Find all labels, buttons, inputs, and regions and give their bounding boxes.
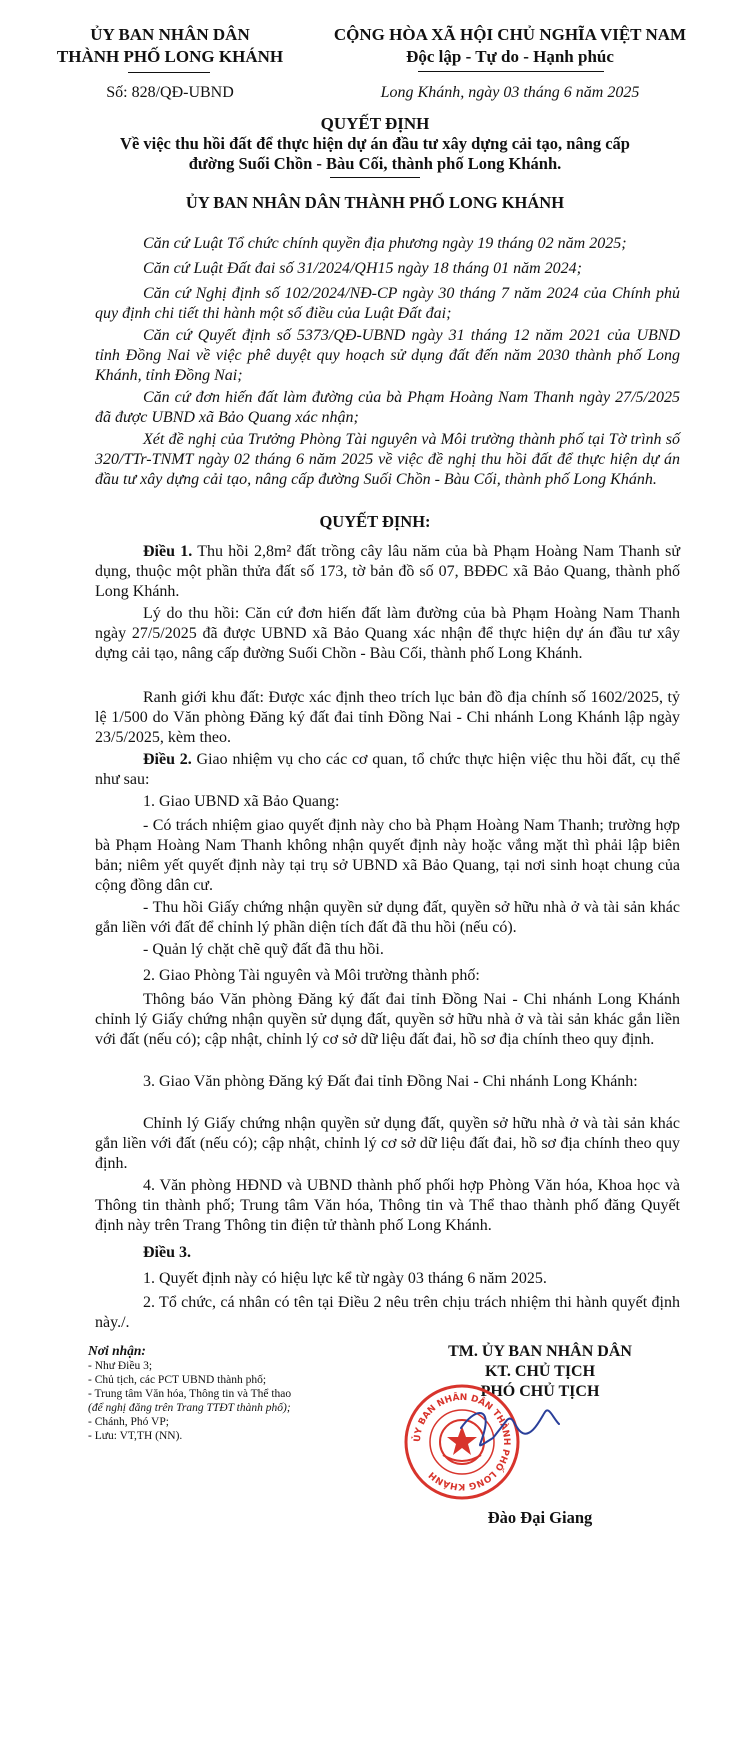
national-motto: Độc lập - Tự do - Hạnh phúc: [406, 47, 614, 66]
issuing-authority: ỦY BAN NHÂN DÂN THÀNH PHỐ LONG KHÁNH: [185, 193, 565, 212]
article-2-label: Điều 2.: [143, 751, 192, 768]
document-type-title: QUYẾT ĐỊNH: [320, 114, 430, 133]
recipients-heading: Nơi nhận:: [88, 1343, 146, 1358]
motto-underline: [418, 71, 604, 72]
article-1-text: Thu hồi 2,8m² đất trồng cây lâu năm của bà Phạm Hoàng Nam Thanh sử dụng, thuộc một phần thửa đất số 173, tờ bản đồ số 07, BĐĐC xã Bảo Quang, thành phố Long Khánh.: [95, 543, 681, 600]
article-2-intro: Giao nhiệm vụ cho các cơ quan, tổ chức thực hiện việc thu hồi đất, cụ thể như sau:: [95, 751, 681, 788]
handwritten-signature: [455, 1398, 575, 1458]
signature-line-1: TM. ỦY BAN NHÂN DÂN: [448, 1343, 632, 1360]
document-number: Số: 828/QĐ-UBND: [106, 84, 234, 101]
preamble-item-6: Xét đề nghị của Trưởng Phòng Tài nguyên và Môi trường thành phố tại Tờ trình số 320/TTr-TNMT ngày 02 tháng 6 năm 2025 về việc đề nghị thu hồi đất để thực hiện dự án đầu tư xây dựng cải tạo, nâng cấp đường Suối Chồn - Bàu Cối, thành phố Long Khánh.: [95, 431, 680, 488]
article-2-item-3-text: Chỉnh lý Giấy chứng nhận quyền sử dụng đất, quyền sở hữu nhà ở và tài sản khác gắn liền với đất (nếu có); cập nhật, chỉnh lý cơ sở dữ liệu đất đai, hồ sơ địa chính theo quy định.: [95, 1115, 680, 1172]
article-2-item-1-c: - Quản lý chặt chẽ quỹ đất đã thu hồi.: [143, 941, 384, 958]
preamble-item-4: Căn cứ Quyết định số 5373/QĐ-UBND ngày 31 tháng 12 năm 2021 của UBND tỉnh Đồng Nai về việc phê duyệt quy hoạch sử dụng đất đến năm 2030 thành phố Long Khánh, tỉnh Đồng Nai;: [95, 327, 680, 384]
article-1: [95, 542, 680, 602]
recipient-item: - Chủ tịch, các PCT UBND thành phố;: [88, 1374, 267, 1386]
issuer-underline: [128, 72, 210, 73]
preamble-item-5: Căn cứ đơn hiến đất làm đường của bà Phạm Hoàng Nam Thanh ngày 27/5/2025 đã được UBND xã Bảo Quang xác nhận;: [95, 389, 680, 426]
preamble-item-1: Căn cứ Luật Tổ chức chính quyền địa phương ngày 19 tháng 02 năm 2025;: [143, 235, 627, 252]
article-2-item-1-a: - Có trách nhiệm giao quyết định này cho bà Phạm Hoàng Nam Thanh; trường hợp bà Phạm Hoàng Nam Thanh không nhận quyết định này hoặc vắng mặt thì phải lập biên bản; niêm yết quyết định này tại trụ sở UBND xã Bảo Quang, tại nơi sinh hoạt chung của cộng đồng dân cư.: [95, 817, 680, 894]
national-motto-block: [300, 24, 720, 68]
signature-line-2: KT. CHỦ TỊCH: [484, 1363, 596, 1380]
article-2-item-1-b: - Thu hồi Giấy chứng nhận quyền sử dụng đất, quyền sở hữu nhà ở và tài sản khác gắn liền với đất để chỉnh lý phần diện tích đất đã thu hồi (nếu có).: [95, 899, 680, 936]
article-2-item-2-title: 2. Giao Phòng Tài nguyên và Môi trường thành phố:: [143, 967, 480, 984]
article-2-item-1-title: 1. Giao UBND xã Bảo Quang:: [143, 793, 340, 810]
article-2-item-3-title: 3. Giao Văn phòng Đăng ký Đất đai tỉnh Đồng Nai - Chi nhánh Long Khánh:: [143, 1073, 638, 1090]
document-subject: [60, 134, 690, 174]
preamble-item-2: Căn cứ Luật Đất đai số 31/2024/QH15 ngày 18 tháng 01 năm 2024;: [143, 260, 582, 277]
recipients-block: [88, 1342, 348, 1443]
recipient-item: - Chánh, Phó VP;: [88, 1416, 169, 1428]
article-1-label: Điều 1.: [143, 543, 193, 560]
article-2-item-2-text: Thông báo Văn phòng Đăng ký đất đai tỉnh Đồng Nai - Chi nhánh Long Khánh chỉnh lý Giấy chứng nhận quyền sử dụng đất, quyền sở hữu nhà ở và tài sản khác gắn liền với đất (nếu có); cập nhật, chỉnh lý cơ sở dữ liệu đất đai, hồ sơ địa chính theo quy định.: [95, 991, 680, 1048]
article-2-item-4: 4. Văn phòng HĐND và UBND thành phố phối hợp Phòng Văn hóa, Khoa học và Thông tin thành phố; Trung tâm Văn hóa, Thông tin và Thể thao thành phố đăng Quyết định này trên Trang Thông tin điện tử thành phố Long Khánh.: [95, 1177, 680, 1234]
seal-arc-textpath: ỦY BAN NHÂN DÂN THÀNH PHỐ LONG KHÁNH: [412, 1392, 512, 1492]
issuer-line-1: ỦY BAN NHÂN DÂN: [90, 25, 250, 44]
preamble-item-3: Căn cứ Nghị định số 102/2024/NĐ-CP ngày 30 tháng 7 năm 2024 của Chính phủ quy định chi tiết thi hành một số điều của Luật Đất đai;: [95, 285, 680, 322]
recipient-item-note: (để nghị đăng trên Trang TTĐT thành phố);: [88, 1402, 291, 1414]
article-1-boundary: Ranh giới khu đất: Được xác định theo trích lục bản đồ địa chính số 1602/2025, tỷ lệ 1/500 do Văn phòng Đăng ký đất đai tỉnh Đồng Nai - Chi nhánh Long Khánh lập ngày 23/5/2025, kèm theo.: [95, 689, 680, 746]
article-3-item-1: 1. Quyết định này có hiệu lực kể từ ngày 03 tháng 6 năm 2025.: [143, 1270, 547, 1287]
article-3-label: Điều 3.: [143, 1244, 191, 1261]
article-3-item-2: 2. Tổ chức, cá nhân có tên tại Điều 2 nêu trên chịu trách nhiệm thi hành quyết định này./.: [95, 1294, 680, 1331]
recipient-item: - Trung tâm Văn hóa, Thông tin và Thể thao: [88, 1388, 292, 1400]
recipient-item: - Như Điều 3;: [88, 1360, 153, 1372]
national-title: CỘNG HÒA XÃ HỘI CHỦ NGHĨA VIỆT NAM: [333, 25, 687, 44]
issuer-line-2: THÀNH PHỐ LONG KHÁNH: [56, 47, 284, 66]
place-date: Long Khánh, ngày 03 tháng 6 năm 2025: [380, 84, 640, 101]
recipient-item: - Lưu: VT,TH (NN).: [88, 1430, 183, 1442]
article-1-reason: Lý do thu hồi: Căn cứ đơn hiến đất làm đường của bà Phạm Hoàng Nam Thanh ngày 27/5/2025 đã được UBND xã Bảo Quang xác nhận để thực hiện dự án đầu tư xây dựng cải tạo, nâng cấp đường Suối Chồn - Bàu Cối, thành phố Long Khánh.: [95, 605, 680, 662]
subject-underline: [330, 177, 420, 178]
issuer-block: [55, 24, 285, 68]
subject-line-2: đường Suối Chồn - Bàu Cối, thành phố Long Khánh.: [188, 154, 562, 173]
article-2: [95, 750, 680, 790]
signer-name: Đào Đại Giang: [487, 1508, 593, 1527]
subject-line-1: Về việc thu hồi đất để thực hiện dự án đầu tư xây dựng cải tạo, nâng cấp: [120, 134, 630, 153]
signature-line-3: PHÓ CHỦ TỊCH: [480, 1383, 600, 1400]
decision-heading: QUYẾT ĐỊNH:: [319, 512, 431, 531]
